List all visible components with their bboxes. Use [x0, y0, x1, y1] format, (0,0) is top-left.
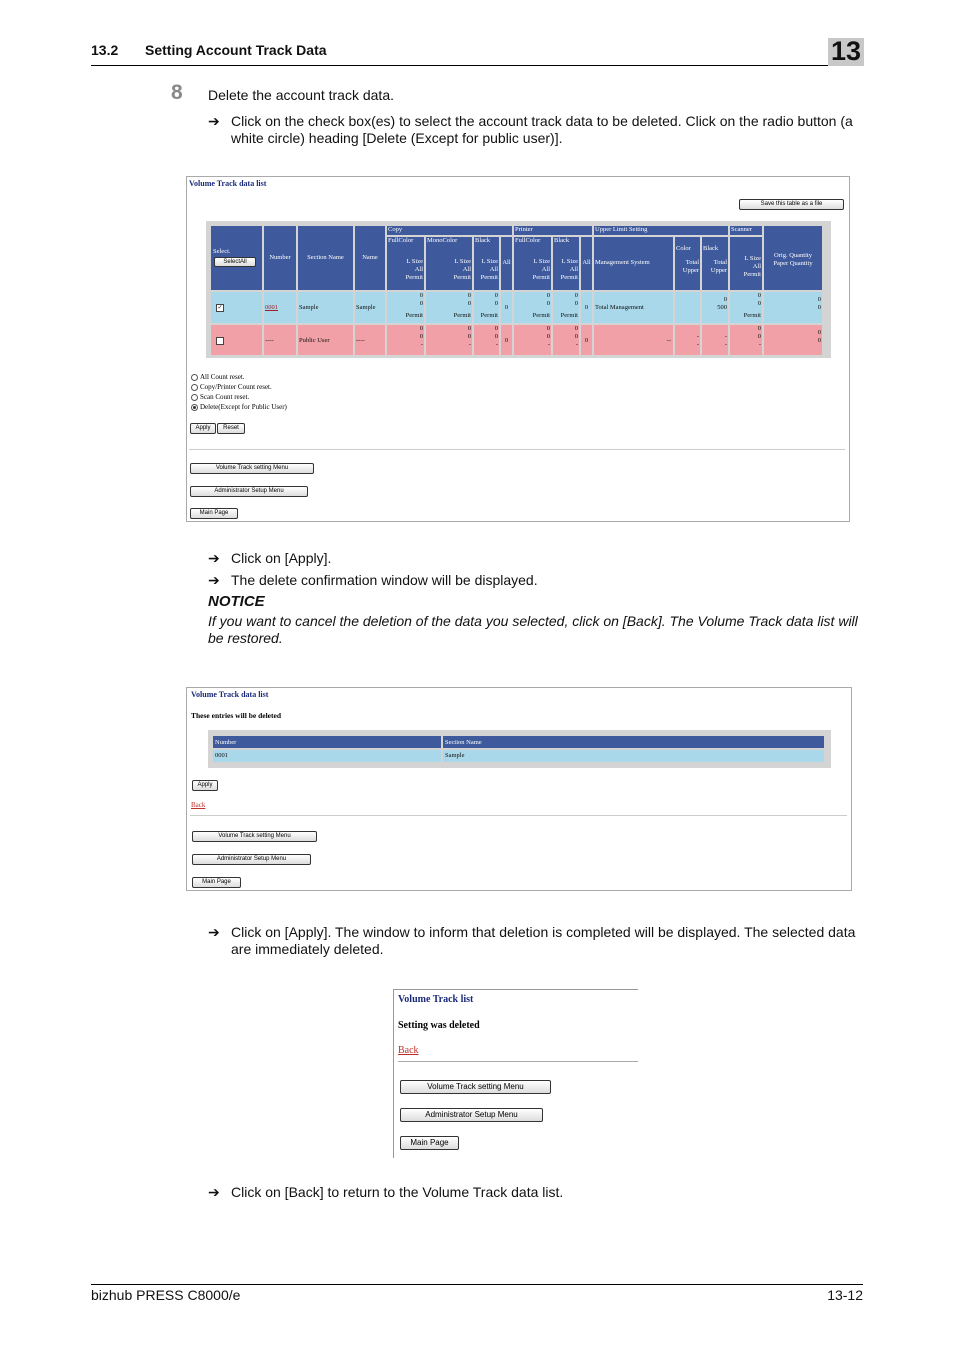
lsize-label: L Size	[533, 258, 550, 265]
row1-upper-color	[675, 292, 700, 323]
value: 0	[494, 333, 498, 340]
permit-label: Permit	[560, 274, 578, 281]
col-name: Name	[355, 226, 385, 290]
row2-printer-fullcolor	[514, 325, 551, 355]
radio-icon[interactable]	[191, 374, 198, 381]
sub-scanner	[730, 237, 762, 290]
value: 0	[419, 300, 423, 307]
radio-label: Scan Count reset.	[200, 393, 250, 401]
black-label: Black	[475, 237, 491, 244]
value: 0	[494, 325, 498, 332]
group-printer: Printer	[514, 226, 592, 235]
permit-value: Permit	[532, 312, 550, 319]
bullet-select-checkbox: Click on the check box(es) to select the account track data to be deleted. Click on the radio button (a white circle) heading [Delete (Except for public user)].	[231, 113, 853, 146]
divider	[189, 449, 845, 450]
row1-number-link[interactable]: 0001	[265, 304, 278, 311]
selectall-button[interactable]: SelectAll	[214, 257, 256, 267]
row2-management: --	[594, 325, 673, 355]
all-label: All	[541, 266, 550, 273]
value: 0	[817, 329, 821, 336]
sub-upper-black	[702, 237, 728, 290]
radio-scan-reset[interactable]	[191, 393, 249, 401]
row2-section: Public User	[298, 325, 353, 355]
all-label: All	[489, 266, 498, 273]
row2-printer-all: 0	[581, 325, 592, 355]
value: 0	[757, 292, 761, 299]
arrow-icon: ➔	[208, 924, 220, 940]
delete-row-number: 0001	[213, 750, 441, 762]
value: 0	[419, 333, 423, 340]
value: 0	[467, 300, 471, 307]
dash-value: -	[696, 333, 699, 340]
shot2-title: Volume Track data list	[191, 690, 269, 699]
dash-value: -	[495, 341, 498, 348]
col-section-name: Section Name	[298, 226, 353, 290]
row2-copy-fullcolor	[387, 325, 424, 355]
row2-scanner	[730, 325, 762, 355]
orig-qty-label: Orig. Quantity	[774, 252, 812, 259]
radio-delete[interactable]	[191, 403, 287, 411]
row1-upper-black	[702, 292, 728, 323]
color-label: Color	[676, 245, 691, 252]
radio-all-count-reset[interactable]	[191, 373, 245, 381]
value: 0	[546, 292, 550, 299]
black-label: Black	[703, 245, 719, 252]
section-title: Setting Account Track Data	[145, 42, 327, 58]
back-link[interactable]: Back	[191, 801, 206, 809]
lsize-label: L Size	[561, 258, 578, 265]
total-label: Total	[713, 259, 727, 266]
row2-checkbox[interactable]	[216, 337, 224, 345]
shot3-title: Volume Track list	[398, 994, 474, 1005]
sub-printer-fullcolor	[514, 237, 551, 290]
reset-button[interactable]: Reset	[217, 423, 245, 434]
row1-number	[264, 292, 296, 323]
bullet-click-apply: Click on [Apply].	[231, 550, 332, 566]
col-section-name: Section Name	[443, 736, 824, 748]
sub-printer-all: All	[581, 237, 592, 290]
administrator-setup-menu-button[interactable]: Administrator Setup Menu	[192, 854, 311, 865]
black-label: Black	[554, 237, 570, 244]
section-number: 13.2	[91, 42, 119, 58]
sub-printer-black	[553, 237, 579, 290]
row2-orig-paper	[764, 325, 822, 355]
value: 0	[574, 292, 578, 299]
lsize-label: L Size	[406, 258, 423, 265]
header-rule	[91, 65, 863, 66]
value: 0	[467, 292, 471, 299]
screenshot-setting-deleted	[393, 989, 638, 1158]
paper-qty-label: Paper Quantity	[773, 260, 813, 267]
bullet-deletion-complete: Click on [Apply]. The window to inform that deletion is completed will be displayed. The selected data are immediately deleted.	[231, 924, 856, 957]
group-upper-limit: Upper Limit Setting	[594, 226, 728, 235]
row2-upper-color	[675, 325, 700, 355]
step-number: 8	[171, 81, 183, 104]
value: 0	[757, 333, 761, 340]
dash-value: -	[758, 341, 761, 348]
row1-copy-fullcolor	[387, 292, 424, 323]
row1-orig-paper	[764, 292, 822, 323]
divider	[398, 1061, 638, 1062]
radio-copy-printer-reset[interactable]	[191, 383, 272, 391]
fullcolor-label: FullColor	[388, 237, 414, 244]
shot1-title: Volume Track data list	[189, 179, 267, 188]
main-page-button[interactable]: Main Page	[400, 1136, 459, 1150]
dash-value: -	[420, 341, 423, 348]
dash-value: -	[696, 341, 699, 348]
all-label: All	[569, 266, 578, 273]
dash-value: -	[468, 341, 471, 348]
shot2-subtitle: These entries will be deleted	[191, 711, 281, 720]
permit-label: Permit	[453, 274, 471, 281]
permit-value: Permit	[560, 312, 578, 319]
dash-value: -	[724, 333, 727, 340]
value: 0	[546, 300, 550, 307]
row1-copy-all: 0	[501, 292, 512, 323]
dash-value: -	[575, 341, 578, 348]
value: 0	[574, 300, 578, 307]
radio-selected-icon[interactable]	[191, 404, 198, 411]
permit-label: Permit	[480, 274, 498, 281]
arrow-icon: ➔	[208, 113, 220, 129]
radio-label: Copy/Printer Count reset.	[200, 383, 272, 391]
notice-title: NOTICE	[208, 593, 265, 610]
all-label: All	[462, 266, 471, 273]
permit-label: Permit	[743, 271, 761, 278]
permit-label: Permit	[532, 274, 550, 281]
row1-copy-black	[474, 292, 499, 323]
row2-copy-black	[474, 325, 499, 355]
value: 0	[574, 325, 578, 332]
row1-management: Total Management	[594, 292, 673, 323]
fullcolor-label: FullColor	[515, 237, 541, 244]
sub-copy-all: All	[501, 237, 512, 290]
row1-scanner	[730, 292, 762, 323]
arrow-icon: ➔	[208, 550, 220, 566]
volume-track-table	[206, 221, 831, 358]
row1-printer-all: 0	[581, 292, 592, 323]
value: 0	[419, 292, 423, 299]
administrator-setup-menu-button[interactable]: Administrator Setup Menu	[190, 486, 308, 497]
dash-value: -	[547, 341, 550, 348]
row2-name: ----	[355, 325, 385, 355]
permit-value: Permit	[405, 312, 423, 319]
row2-copy-all: 0	[501, 325, 512, 355]
delete-table	[208, 730, 831, 768]
back-link[interactable]: Back	[398, 1045, 419, 1056]
apply-button[interactable]: Apply	[192, 780, 218, 791]
total-label: Total	[685, 259, 699, 266]
footer-rule	[91, 1284, 863, 1285]
row1-name: Sample	[355, 292, 385, 323]
col-number: Number	[213, 736, 441, 748]
col-number: Number	[264, 226, 296, 290]
main-page-button[interactable]: Main Page	[190, 508, 238, 519]
screenshot-delete-confirm	[186, 687, 852, 891]
volume-track-setting-menu-button[interactable]: Volume Track setting Menu	[192, 831, 317, 842]
row1-copy-monocolor	[426, 292, 472, 323]
permit-label: Permit	[405, 274, 423, 281]
apply-button[interactable]: Apply	[190, 423, 216, 434]
lsize-label: L Size	[744, 255, 761, 262]
value: 0	[817, 296, 821, 303]
dash-value: -	[724, 341, 727, 348]
permit-value: Permit	[743, 312, 761, 319]
all-label: All	[414, 266, 423, 273]
group-copy: Copy	[387, 226, 512, 235]
arrow-icon: ➔	[208, 572, 220, 588]
administrator-setup-menu-button[interactable]: Administrator Setup Menu	[400, 1108, 543, 1122]
setting-deleted-message: Setting was deleted	[398, 1020, 480, 1031]
row2-printer-black	[553, 325, 579, 355]
lsize-label: L Size	[454, 258, 471, 265]
group-scanner: Scanner	[730, 226, 762, 235]
screenshot-volume-track-list	[186, 176, 850, 522]
row1-checkbox[interactable]: ✓	[217, 305, 223, 311]
sub-copy-monocolor	[426, 237, 472, 290]
sub-upper-color	[675, 237, 700, 290]
radio-label: Delete(Except for Public User)	[200, 403, 287, 411]
value: 0	[817, 337, 821, 344]
sub-copy-fullcolor	[387, 237, 424, 290]
upper-value: 500	[717, 304, 727, 311]
value: 0	[546, 333, 550, 340]
row1-section: Sample	[298, 292, 353, 323]
notice-text: If you want to cancel the deletion of the data you selected, click on [Back]. The Volume Track data list will be restored.	[208, 613, 858, 646]
delete-row-section: Sample	[443, 750, 824, 762]
value: 0	[419, 325, 423, 332]
value: 0	[494, 300, 498, 307]
volume-track-setting-menu-button[interactable]: Volume Track setting Menu	[400, 1080, 551, 1094]
permit-value: Permit	[480, 312, 498, 319]
all-label: All	[752, 263, 761, 270]
row2-number: ----	[264, 325, 296, 355]
row1-printer-fullcolor	[514, 292, 551, 323]
col-orig-paper	[764, 226, 822, 290]
lsize-label: L Size	[481, 258, 498, 265]
row2-upper-black	[702, 325, 728, 355]
save-table-button[interactable]: Save this table as a file	[739, 199, 844, 210]
value: 0	[757, 300, 761, 307]
monocolor-label: MonoColor	[427, 237, 458, 244]
bullet-confirm-window: The delete confirmation window will be displayed.	[231, 572, 538, 588]
arrow-icon: ➔	[208, 1184, 220, 1200]
step-text: Delete the account track data.	[208, 87, 394, 103]
radio-icon[interactable]	[191, 394, 198, 401]
sub-management-system: Management System	[594, 237, 673, 290]
bullet-click-back: Click on [Back] to return to the Volume Track data list.	[231, 1184, 564, 1200]
divider	[190, 815, 847, 816]
value: 0	[723, 296, 727, 303]
value: 0	[546, 325, 550, 332]
chapter-number: 13	[830, 36, 862, 66]
permit-value: Permit	[453, 312, 471, 319]
radio-label: All Count reset.	[200, 373, 245, 381]
value: 0	[817, 304, 821, 311]
upper-label: Upper	[682, 267, 699, 274]
value: 0	[467, 325, 471, 332]
upper-label: Upper	[710, 267, 727, 274]
row1-printer-black	[553, 292, 579, 323]
main-page-button[interactable]: Main Page	[192, 877, 241, 888]
select-label: Select.	[213, 248, 231, 255]
value: 0	[467, 333, 471, 340]
footer-page-number: 13-12	[827, 1287, 863, 1303]
volume-track-setting-menu-button[interactable]: Volume Track setting Menu	[190, 463, 314, 474]
row2-copy-monocolor	[426, 325, 472, 355]
value: 0	[757, 325, 761, 332]
value: 0	[494, 292, 498, 299]
radio-icon[interactable]	[191, 384, 198, 391]
footer-product: bizhub PRESS C8000/e	[91, 1287, 241, 1303]
sub-copy-black	[474, 237, 499, 290]
value: 0	[574, 333, 578, 340]
